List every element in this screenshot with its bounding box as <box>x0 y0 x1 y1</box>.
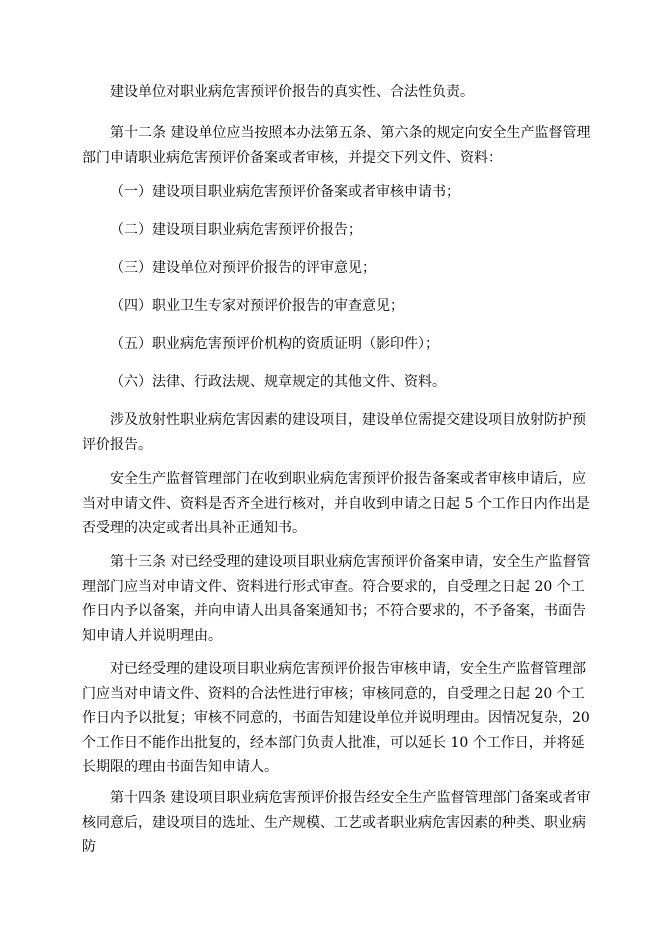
paragraph-article-13: 第十三条 对已经受理的建设项目职业病危害预评价备案申请，安全生产监督管理部门应当对申请文件、资料进行形式审查。符合要求的，自受理之日起 20 个工作日内予以备案，并向申请人出具备案通知书；不符合要求的，不予备案，书面告知申请人并说明理由。 <box>82 554 591 644</box>
list-item-5: （五）职业病危害预评价机构的资质证明（影印件）； <box>110 336 439 352</box>
paragraph-responsibility: 建设单位对职业病危害预评价报告的真实性、合法性负责。 <box>110 84 474 100</box>
list-item-1: （一）建设项目职业病危害预评价备案或者审核申请书； <box>110 184 460 200</box>
list-item-3: （三）建设单位对预评价报告的评审意见； <box>110 260 376 276</box>
list-item-2: （二）建设项目职业病危害预评价报告； <box>110 222 362 238</box>
paragraph-review: 对已经受理的建设项目职业病危害预评价报告审核申请，安全生产监督管理部门应当对申请文件、资料的合法性进行审核；审核同意的，自受理之日起 20 个工作日内予以批复；审核不同意的，书面告知建设单位并说明理由。因情况复杂，20 个工作日不能作出批复的，经本部门负责人批准，可以延长 10 个工作日，并将延长期限的理由书面告知申请人。 <box>82 661 590 775</box>
paragraph-acceptance: 安全生产监督管理部门在收到职业病危害预评价报告备案或者审核申请后，应当对申请文件、资料是否齐全进行核对，并自收到申请之日起 5 个工作日内作出是否受理的决定或者出具补正通知书。 <box>82 471 590 536</box>
list-item-4: （四）职业卫生专家对预评价报告的审查意见； <box>110 298 404 314</box>
paragraph-radiation: 涉及放射性职业病危害因素的建设项目，建设单位需提交建设项目放射防护预评价报告。 <box>82 412 586 453</box>
paragraph-article-14: 第十四条 建设项目职业病危害预评价报告经安全生产监督管理部门备案或者审核同意后，建设项目的选址、生产规模、工艺或者职业病危害因素的种类、职业病防 <box>82 790 591 855</box>
list-item-6: （六）法律、行政法规、规章规定的其他文件、资料。 <box>110 374 446 390</box>
paragraph-article-12: 第十二条 建设单位应当按照本办法第五条、第六条的规定向安全生产监督管理部门申请职业病危害预评价备案或者审核，并提交下列文件、资料： <box>82 125 591 166</box>
